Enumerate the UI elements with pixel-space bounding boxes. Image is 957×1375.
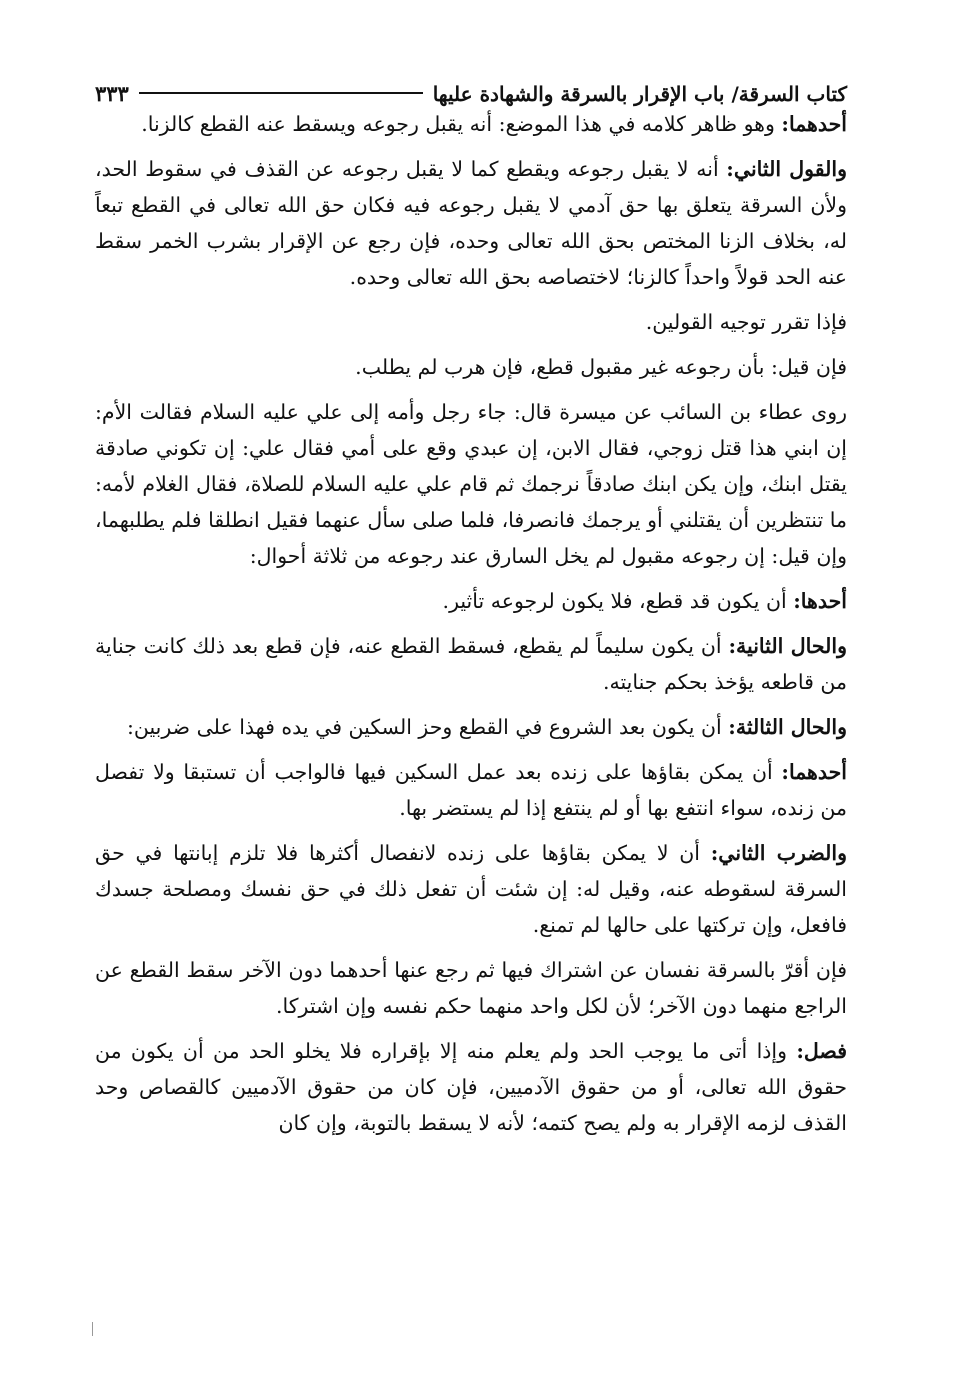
paragraph [95, 952, 847, 1024]
paragraph [95, 349, 847, 385]
paragraph [95, 835, 847, 943]
paragraph [95, 628, 847, 700]
paragraph-text: أن لا يمكن بقاؤها على زنده لانفصال أكثرها فلا تلزم إبانتها في حق السرقة لسقوطه عنه، وقيل له: إن شئت أن تفعل ذلك في حق نفسك ومصلحة جسدك فافعل، وإن تركتها على حالها لم تمنع. [95, 841, 847, 937]
paragraph-lead: أحدهما: [781, 760, 847, 784]
page-number: ٣٣٣ [95, 81, 129, 106]
paragraph [95, 754, 847, 826]
paragraph-lead: والحال الثالثة: [728, 715, 847, 739]
paragraph-text: أن يكون قد قطع، فلا يكون لرجوعه تأثير. [442, 589, 794, 613]
paragraph-text: فإن أقرّ بالسرقة نفسان عن اشتراك فيها ثم رجع عنها أحدهما دون الآخر سقط القطع عن الراجع منهما دون الآخر؛ لأن لكل واحد منهما حكم نفسه وإن اشتركا. [95, 958, 847, 1018]
paragraph-lead: والحال الثانية: [728, 634, 847, 658]
paragraph [95, 394, 847, 574]
paragraph-lead: أحدهما: [781, 112, 847, 136]
paragraph-text: روى عطاء بن السائب عن ميسرة قال: جاء رجل وأمه إلى علي عليه السلام فقالت الأم: إن ابني هذا قتل زوجي، فقال الابن، إن عبدي وقع على أمي فقال علي: إن تكوني صادقة يقتل ابنك، وإن يكن ابنك صادقاً نرجمك ثم قام علي عليه السلام للصلاة، فقال الغلام لأمه: ما تنتظرين أن يقتلني أو يرجمك فانصرفا، فلما صلى سأل عنهما فقيل انطلقا فلم يطلبهما، وإن قيل: إن رجوعه مقبول لم يخل السارق عند رجوعه من ثلاثة أحوال: [95, 400, 847, 568]
margin-mark [92, 1322, 93, 1336]
paragraph [95, 106, 847, 142]
paragraph-text: وإذا أتى ما يوجب الحد ولم يعلم منه إلا بإقراره فلا يخلو الحد من أن يكون من حقوق الله تعالى، أو من حقوق الآدميين، فإن كان من حقوق الآدميين كالقصاص وحد القذف لزمه الإقرار به ولم يصح كتمه؛ لأنه لا يسقط بالتوبة، وإن كان [95, 1039, 847, 1135]
paragraph [95, 1033, 847, 1141]
paragraph [95, 304, 847, 340]
paragraph [95, 583, 847, 619]
paragraph-text: أن يمكن بقاؤها على زنده بعد عمل السكين فيها فالواجب أن تستبقا ولا تفصل من زنده، سواء انتفع بها أو لم ينتفع إذا لم يستضر بها. [95, 760, 847, 820]
paragraph-lead: أحدها: [793, 589, 847, 613]
running-header [95, 68, 847, 106]
paragraph-lead: والضرب الثاني: [710, 841, 847, 865]
header-rule [139, 92, 423, 94]
paragraph-text: فإذا تقرر توجيه القولين. [645, 310, 847, 334]
paragraph [95, 151, 847, 295]
paragraph-text: أن يكون سليماً لم يقطع، فسقط القطع عنه، فإن قطع بعد ذلك كانت جناية من قاطعه يؤخذ بحكم جنايته. [95, 634, 847, 694]
paragraph [95, 709, 847, 745]
paragraph-text: فإن قيل: بأن رجوعه غير مقبول قطع، فإن هرب لم يطلب. [355, 355, 847, 379]
header-title: كتاب السرقة/ باب الإقرار بالسرقة والشهادة عليها [432, 82, 847, 106]
paragraph-text: وهو ظاهر كلامه في هذا الموضع: أنه يقبل رجوعه ويسقط عنه القطع كالزنا. [141, 112, 782, 136]
paragraph-text: أن يكون بعد الشروع في القطع وحز السكين في يده فهذا على ضربين: [126, 715, 729, 739]
document-page [95, 68, 847, 1150]
paragraph-text: أنه لا يقبل رجوعه ويقطع كما لا يقبل رجوعه عن القذف في سقوط الحد، ولأن السرقة يتعلق بها حق آدمي لا يقبل رجوعه فيه فكان حق الله تعالى في القطع تبعاً له، بخلاف الزنا المختص بحق الله تعالى وحده، فإن رجع عن الإقرار بشرب الخمر سقط عنه الحد قولاً واحداً كالزنا؛ لاختصاصه بحق الله تعالى وحده. [95, 157, 847, 289]
paragraph-lead: فصل: [796, 1039, 847, 1063]
paragraph-lead: والقول الثاني: [726, 157, 847, 181]
body-text [95, 106, 847, 1141]
